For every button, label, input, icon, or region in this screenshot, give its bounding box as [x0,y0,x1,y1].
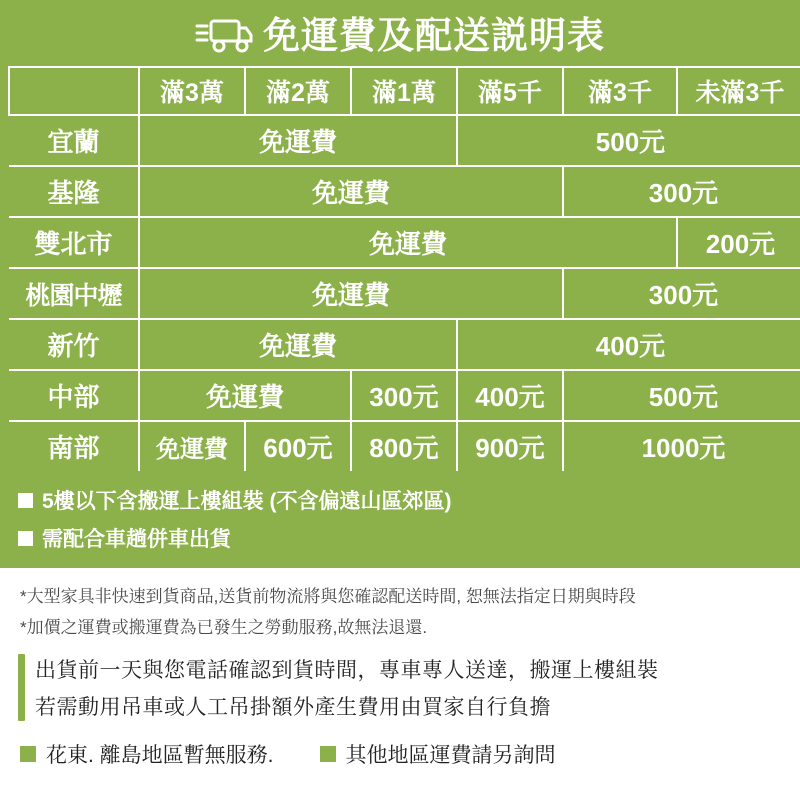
footer-notes [18,739,782,769]
table-cell: 500元 [563,370,800,421]
row-header-region: 雙北市 [9,217,139,268]
table-cell: 免運費 [139,421,245,471]
table-cell: 免運費 [139,115,457,166]
table-cell: 200元 [677,217,800,268]
note-text: 需配合車趟併車出貨 [42,528,231,551]
table-cell: 400元 [457,319,800,370]
table-cell: 800元 [351,421,457,471]
col-header-3: 滿5千 [457,67,563,115]
table-cell: 免運費 [139,370,351,421]
note-item [18,485,800,515]
row-header-region: 南部 [9,421,139,471]
table-header-row [9,67,800,115]
footer-note-text: 其他地區運費請另詢問 [345,744,556,767]
table-row [9,370,800,421]
table-row [9,166,800,217]
bullet-square-icon [18,493,33,508]
table-cell: 300元 [563,268,800,319]
table-cell: 300元 [563,166,800,217]
note-text: 5樓以下含搬運上樓組裝 (不含偏遠山區郊區) [42,490,452,513]
table-row [9,268,800,319]
bullet-square-icon [320,746,336,762]
footer-note-text: 花東. 離島地區暫無服務. [46,744,274,767]
table-cell: 900元 [457,421,563,471]
disclaimer-line: *加價之運費或搬運費為已發生之勞動服務,故無法退還. [20,618,428,637]
table-cell: 免運費 [139,166,563,217]
highlight-line: 若需動用吊車或人工吊掛額外產生費用由買家自行負擔 [35,696,551,719]
note-item [18,523,800,553]
table-row [9,115,800,166]
col-header-4: 滿3千 [563,67,677,115]
table-row [9,217,800,268]
row-header-region: 中部 [9,370,139,421]
table-cell: 500元 [457,115,800,166]
row-header-region: 基隆 [9,166,139,217]
table-cell: 400元 [457,370,563,421]
col-header-1: 滿2萬 [245,67,351,115]
table-row [9,421,800,471]
footer-panel [0,568,800,800]
col-header-5: 未滿3千 [677,67,800,115]
table-cell: 300元 [351,370,457,421]
col-header-0: 滿3萬 [139,67,245,115]
table-cell: 免運費 [139,268,563,319]
notes-list [0,471,800,553]
col-header-2: 滿1萬 [351,67,457,115]
row-header-region: 桃園中壢 [9,268,139,319]
table-cell: 1000元 [563,421,800,471]
table-cell: 免運費 [139,319,457,370]
row-header-region: 新竹 [9,319,139,370]
table-row [9,319,800,370]
vertical-bar-icon [18,654,25,721]
highlight-block [18,654,782,721]
truck-icon [195,15,253,55]
page-title [0,0,800,66]
table-corner-cell [9,67,139,115]
table-cell: 600元 [245,421,351,471]
bullet-square-icon [18,531,33,546]
fee-table [8,66,800,471]
bullet-square-icon [20,746,36,762]
row-header-region: 宜蘭 [9,115,139,166]
disclaimer-line: *大型家具非快速到貨商品,送貨前物流將與您確認配送時間, 恕無法指定日期與時段 [20,587,636,606]
table-cell: 免運費 [139,217,677,268]
title-text: 免運費及配送説明表 [263,14,605,56]
highlight-line: 出貨前一天與您電話確認到貨時間，專車專人送達，搬運上樓組裝 [35,659,659,682]
fee-table-wrap [0,66,800,471]
